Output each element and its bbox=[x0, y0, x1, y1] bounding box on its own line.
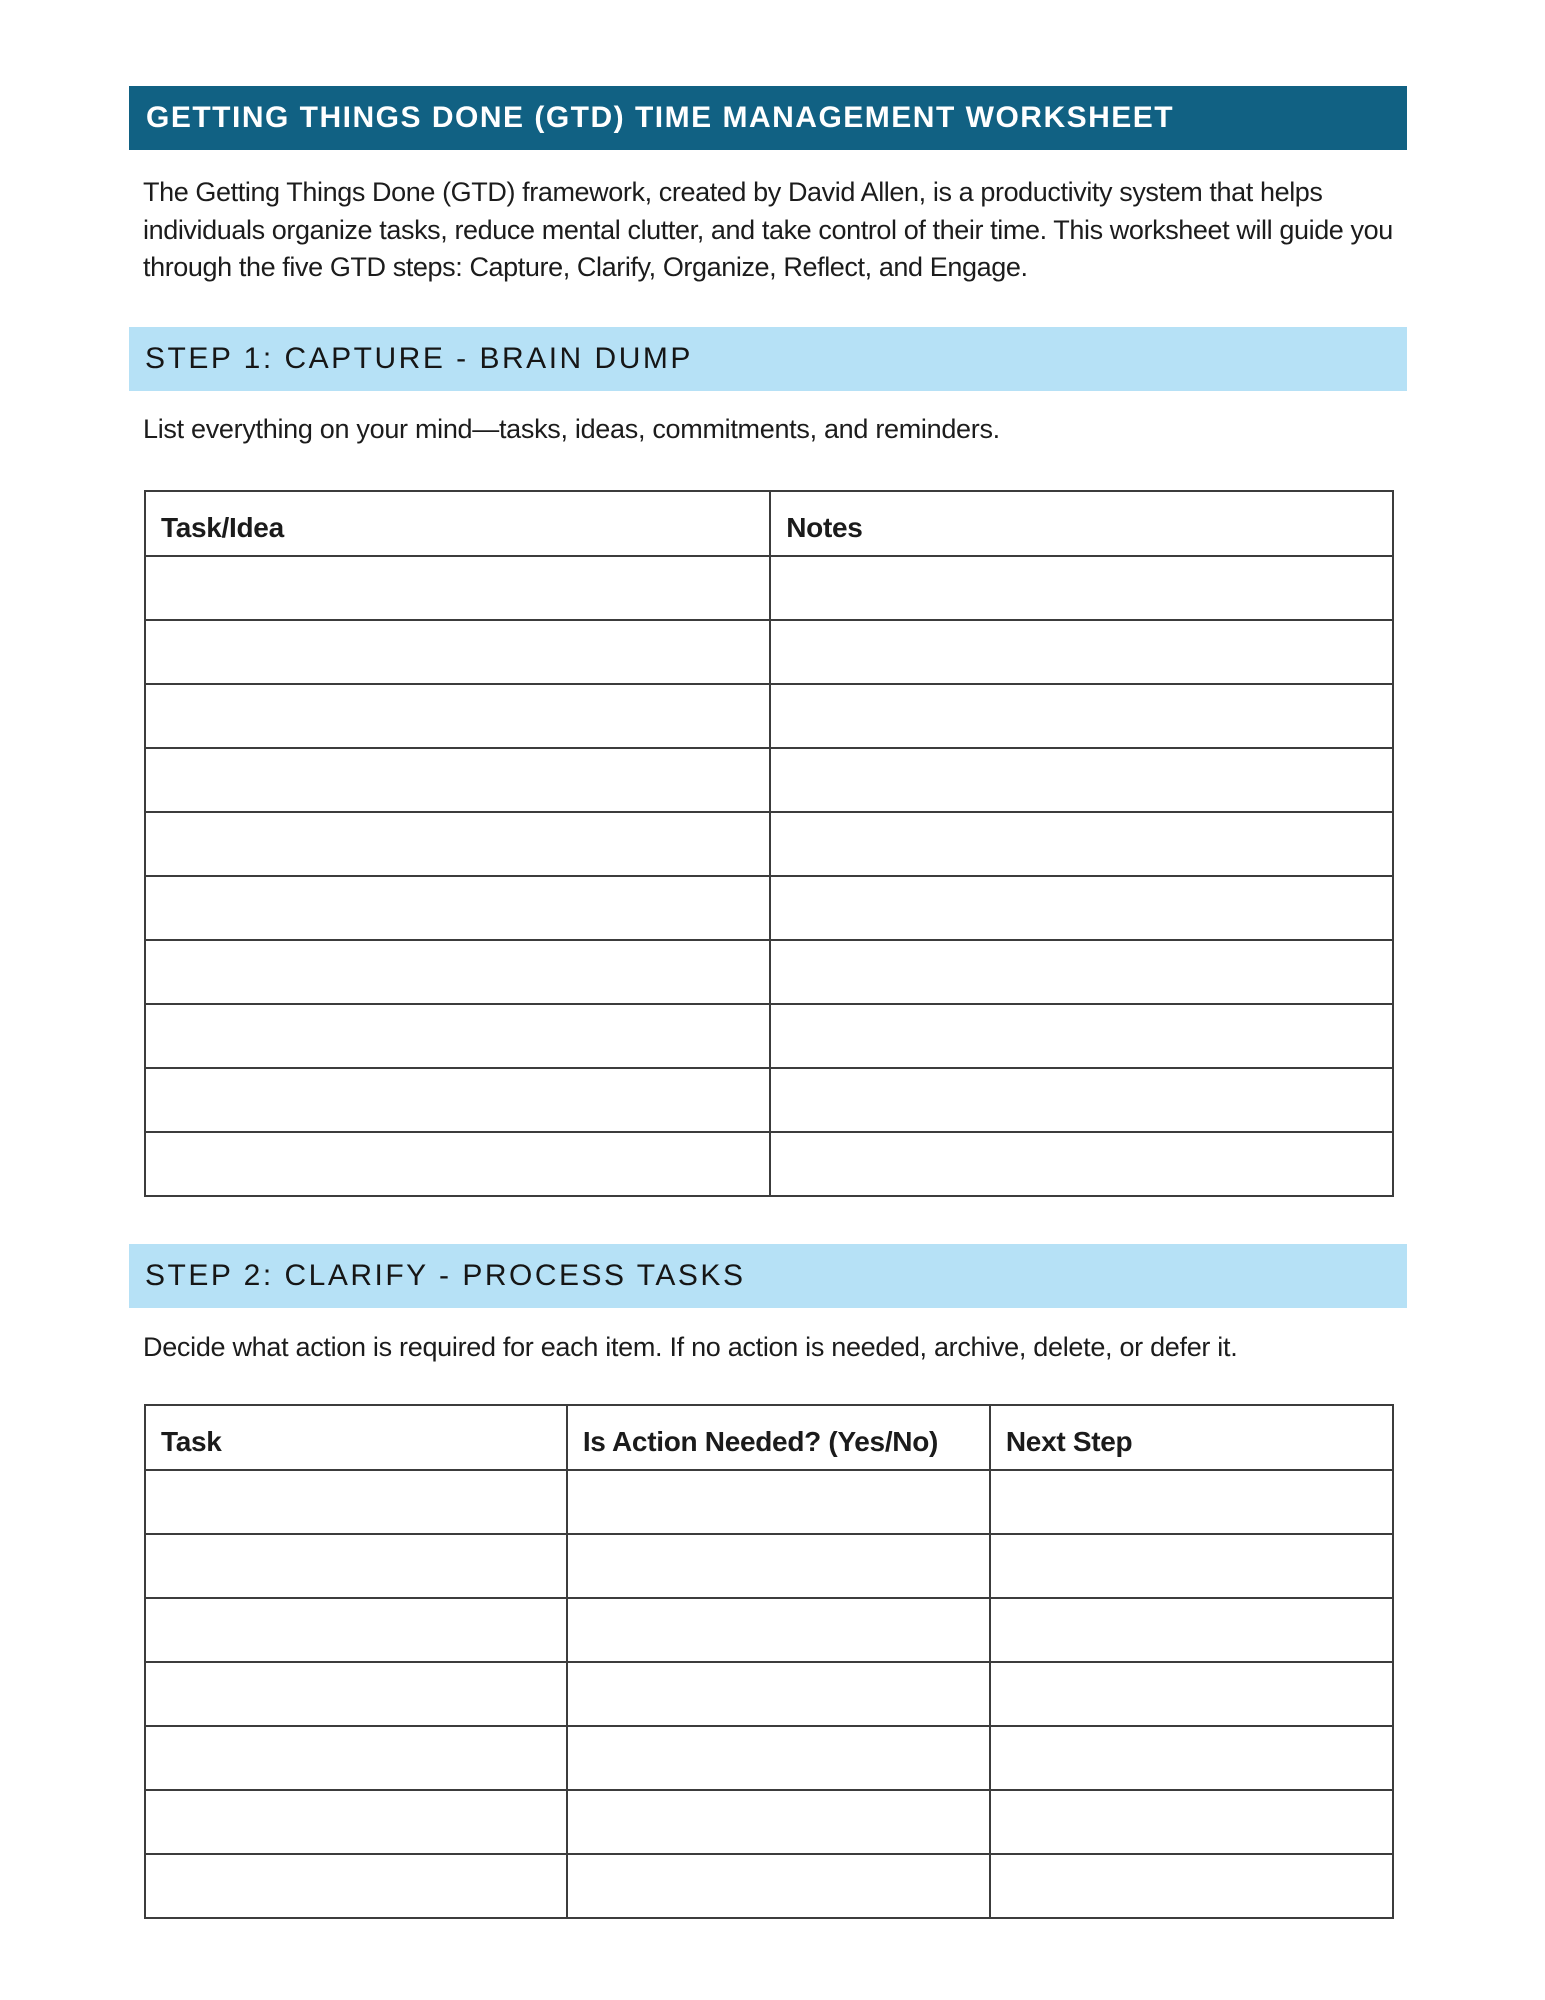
empty-cell[interactable] bbox=[770, 556, 1393, 620]
empty-cell[interactable] bbox=[145, 1790, 567, 1854]
empty-cell[interactable] bbox=[145, 1534, 567, 1598]
clarify-table-body bbox=[145, 1470, 1393, 1918]
empty-cell[interactable] bbox=[145, 940, 770, 1004]
empty-cell[interactable] bbox=[145, 876, 770, 940]
empty-cell[interactable] bbox=[770, 876, 1393, 940]
empty-cell[interactable] bbox=[145, 748, 770, 812]
table-row bbox=[145, 812, 1393, 876]
table-row bbox=[145, 684, 1393, 748]
clarify-table-header-row bbox=[145, 1405, 1393, 1470]
column-header-action-needed: Is Action Needed? (Yes/No) bbox=[567, 1405, 990, 1470]
table-row bbox=[145, 620, 1393, 684]
clarify-table bbox=[144, 1404, 1394, 1919]
title-bar bbox=[129, 86, 1407, 150]
column-header-task-idea: Task/Idea bbox=[145, 491, 770, 556]
table-row bbox=[145, 1534, 1393, 1598]
empty-cell[interactable] bbox=[567, 1854, 990, 1918]
empty-cell[interactable] bbox=[990, 1534, 1393, 1598]
empty-cell[interactable] bbox=[145, 620, 770, 684]
empty-cell[interactable] bbox=[567, 1598, 990, 1662]
section-header-step1 bbox=[129, 327, 1407, 391]
table-row bbox=[145, 748, 1393, 812]
empty-cell[interactable] bbox=[145, 1068, 770, 1132]
column-header-notes: Notes bbox=[770, 491, 1393, 556]
empty-cell[interactable] bbox=[145, 1004, 770, 1068]
step1-instruction: List everything on your mind—tasks, ideas, commitments, and reminders. bbox=[143, 414, 1000, 444]
empty-cell[interactable] bbox=[990, 1662, 1393, 1726]
table-row bbox=[145, 1662, 1393, 1726]
empty-cell[interactable] bbox=[145, 1132, 770, 1196]
empty-cell[interactable] bbox=[567, 1662, 990, 1726]
table-row bbox=[145, 1068, 1393, 1132]
empty-cell[interactable] bbox=[990, 1854, 1393, 1918]
empty-cell[interactable] bbox=[770, 1132, 1393, 1196]
empty-cell[interactable] bbox=[990, 1598, 1393, 1662]
column-header-next-step: Next Step bbox=[990, 1405, 1393, 1470]
empty-cell[interactable] bbox=[770, 748, 1393, 812]
table-row bbox=[145, 940, 1393, 1004]
empty-cell[interactable] bbox=[567, 1534, 990, 1598]
empty-cell[interactable] bbox=[145, 556, 770, 620]
empty-cell[interactable] bbox=[145, 812, 770, 876]
empty-cell[interactable] bbox=[145, 684, 770, 748]
table-row bbox=[145, 1598, 1393, 1662]
empty-cell[interactable] bbox=[145, 1598, 567, 1662]
page-title: GETTING THINGS DONE (GTD) TIME MANAGEMENT WORKSHEET bbox=[146, 101, 1175, 134]
empty-cell[interactable] bbox=[990, 1790, 1393, 1854]
empty-cell[interactable] bbox=[770, 620, 1393, 684]
empty-cell[interactable] bbox=[145, 1726, 567, 1790]
table-row bbox=[145, 876, 1393, 940]
empty-cell[interactable] bbox=[770, 812, 1393, 876]
table-row bbox=[145, 1790, 1393, 1854]
column-header-task: Task bbox=[145, 1405, 567, 1470]
capture-table bbox=[144, 490, 1394, 1197]
empty-cell[interactable] bbox=[567, 1470, 990, 1534]
empty-cell[interactable] bbox=[770, 1004, 1393, 1068]
empty-cell[interactable] bbox=[145, 1470, 567, 1534]
table-row bbox=[145, 1132, 1393, 1196]
section-title-step1: STEP 1: CAPTURE - BRAIN DUMP bbox=[145, 342, 693, 375]
empty-cell[interactable] bbox=[990, 1726, 1393, 1790]
empty-cell[interactable] bbox=[770, 1068, 1393, 1132]
table-row bbox=[145, 556, 1393, 620]
capture-table-header-row bbox=[145, 491, 1393, 556]
empty-cell[interactable] bbox=[145, 1854, 567, 1918]
empty-cell[interactable] bbox=[990, 1470, 1393, 1534]
table-row bbox=[145, 1004, 1393, 1068]
step2-instruction: Decide what action is required for each item. If no action is needed, archive, delete, or defer it. bbox=[143, 1332, 1238, 1362]
capture-table-body bbox=[145, 556, 1393, 1196]
intro-paragraph: The Getting Things Done (GTD) framework, created by David Allen, is a productivity system that helps individuals organize tasks, reduce mental clutter, and take control of their time. This worksheet will guide you through the five GTD steps: Capture, Clarify, Organize, Reflect, and Engage. bbox=[143, 177, 1393, 282]
empty-cell[interactable] bbox=[145, 1662, 567, 1726]
empty-cell[interactable] bbox=[567, 1726, 990, 1790]
section-title-step2: STEP 2: CLARIFY - PROCESS TASKS bbox=[145, 1259, 746, 1292]
table-row bbox=[145, 1854, 1393, 1918]
section-header-step2 bbox=[129, 1244, 1407, 1308]
table-row bbox=[145, 1726, 1393, 1790]
empty-cell[interactable] bbox=[770, 940, 1393, 1004]
empty-cell[interactable] bbox=[567, 1790, 990, 1854]
table-row bbox=[145, 1470, 1393, 1534]
empty-cell[interactable] bbox=[770, 684, 1393, 748]
